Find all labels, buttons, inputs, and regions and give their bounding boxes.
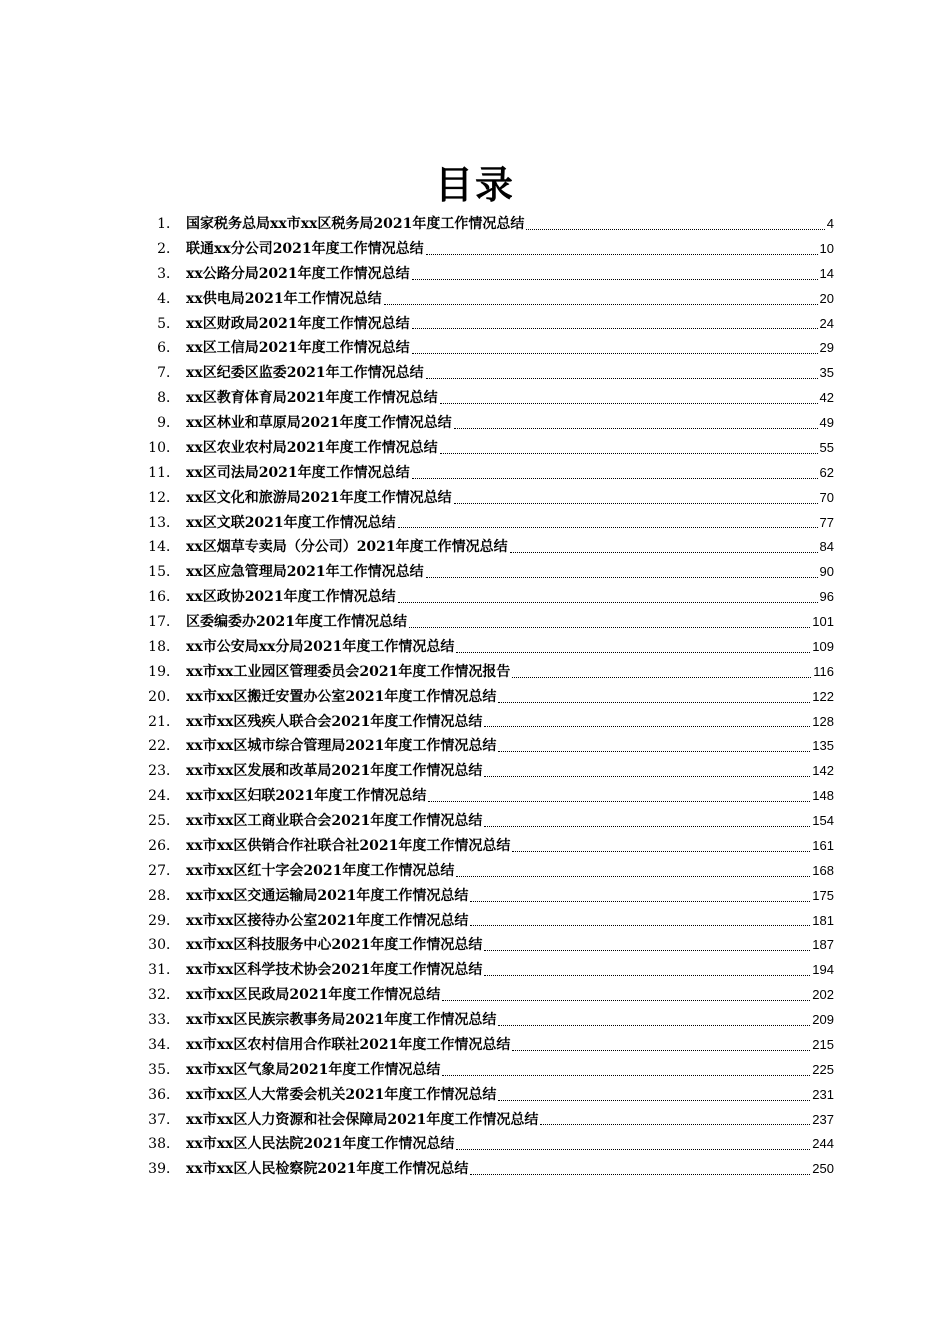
dot-leader: [510, 551, 818, 553]
dot-leader: [456, 875, 810, 877]
toc-entry-number: 26．: [148, 837, 180, 854]
toc-entry[interactable]: [146, 212, 834, 237]
toc-entry-title: xx市xx工业园区管理委员会2021年度工作情况报告: [186, 663, 511, 680]
dot-leader: [409, 626, 810, 628]
toc-entry-number: 25．: [148, 813, 180, 829]
toc-entry[interactable]: [146, 336, 834, 361]
dot-leader: [498, 701, 810, 703]
toc-entry-page-number: 175: [812, 887, 834, 903]
toc-entry-page-number: 244: [812, 1136, 834, 1152]
toc-entry-page-number: 225: [812, 1061, 834, 1077]
dot-leader: [454, 427, 818, 429]
toc-entry-number: 9．: [157, 415, 180, 431]
toc-entry[interactable]: [146, 1083, 834, 1108]
toc-entry[interactable]: [146, 859, 834, 884]
dot-leader: [426, 253, 818, 255]
toc-entry-title: xx区纪委区监委2021年工作情况总结: [186, 365, 424, 382]
toc-entry-number: 28．: [148, 887, 180, 904]
toc-entry-number: 8．: [157, 390, 180, 407]
toc-entry-number: 19．: [148, 663, 180, 680]
toc-entry-title: xx市xx区搬迁安置办公室2021年度工作情况总结: [186, 688, 497, 705]
toc-entry-page-number: 237: [812, 1111, 834, 1127]
toc-entry-page-number: 209: [812, 1012, 834, 1027]
toc-entry[interactable]: [146, 1157, 834, 1182]
toc-entry-page-number: 49: [819, 415, 834, 430]
toc-entry-title: xx区工信局2021年度工作情况总结: [186, 340, 410, 357]
toc-entry-page-number: 168: [812, 862, 834, 878]
dot-leader: [398, 526, 818, 528]
toc-entry[interactable]: [146, 1108, 834, 1133]
toc-entry[interactable]: [146, 486, 834, 511]
dot-leader: [512, 850, 810, 852]
toc-entry-number: 4．: [157, 290, 180, 307]
toc-entry-page-number: 142: [812, 763, 834, 779]
dot-leader: [470, 1173, 810, 1175]
toc-entry[interactable]: [146, 262, 834, 287]
toc-entry-title: xx市xx区人民检察院2021年度工作情况总结: [186, 1161, 469, 1178]
dot-leader: [426, 377, 818, 379]
toc-entry-title: 区委编委办2021年度工作情况总结: [186, 614, 407, 630]
toc-entry-title: xx区政协2021年度工作情况总结: [186, 589, 396, 606]
toc-entry-number: 39．: [148, 1161, 180, 1178]
toc-entry-page-number: 77: [819, 514, 834, 530]
toc-entry-number: 35．: [148, 1061, 180, 1078]
toc-entry[interactable]: [146, 933, 834, 958]
toc-entry-page-number: 194: [812, 962, 834, 978]
toc-entry-number: 21．: [148, 713, 180, 730]
toc-entry-number: 36．: [148, 1086, 180, 1103]
toc-entry-page-number: 215: [812, 1036, 834, 1052]
toc-entry-number: 17．: [148, 614, 180, 630]
dot-leader: [484, 974, 810, 976]
toc-entry-page-number: 62: [819, 464, 834, 480]
toc-entry-title: xx市xx区妇联2021年度工作情况总结: [186, 788, 427, 805]
toc-entry-page-number: 154: [812, 813, 834, 828]
toc-entry-page-number: 14: [819, 265, 834, 281]
toc-entry-page-number: 135: [812, 738, 834, 754]
toc-entry[interactable]: [146, 1132, 834, 1157]
toc-entry[interactable]: [146, 560, 834, 585]
toc-entry-number: 15．: [148, 564, 180, 581]
toc-entry-title: xx公路分局2021年度工作情况总结: [186, 265, 410, 282]
toc-entry-title: xx区农业农村局2021年度工作情况总结: [186, 439, 438, 456]
toc-entry[interactable]: [146, 361, 834, 386]
toc-entry[interactable]: [146, 1008, 834, 1033]
dot-leader: [498, 1024, 810, 1026]
toc-entry-number: 38．: [148, 1136, 180, 1153]
toc-entry-title: xx市xx区人大常委会机关2021年度工作情况总结: [186, 1086, 497, 1103]
toc-entry-page-number: 148: [812, 788, 834, 804]
dot-leader: [442, 1074, 810, 1076]
toc-entry[interactable]: [146, 958, 834, 983]
toc-entry-page-number: 116: [813, 663, 834, 679]
toc-entry-number: 32．: [148, 987, 180, 1004]
dot-leader: [412, 327, 818, 329]
toc-entry[interactable]: [146, 784, 834, 809]
toc-entry-page-number: 101: [812, 614, 834, 629]
toc-entry[interactable]: [146, 461, 834, 486]
dot-leader: [484, 825, 810, 827]
toc-entry-page-number: 187: [812, 937, 834, 953]
dot-leader: [512, 1049, 810, 1051]
toc-entry-page-number: 10: [819, 240, 834, 256]
dot-leader: [498, 750, 810, 752]
toc-entry-number: 29．: [148, 912, 180, 929]
toc-entry-number: 12．: [148, 489, 180, 506]
toc-entry-page-number: 128: [812, 713, 834, 729]
toc-entry-page-number: 96: [819, 589, 834, 605]
table-of-contents: [146, 212, 834, 1182]
dot-leader: [540, 1123, 810, 1125]
dot-leader: [412, 352, 818, 354]
toc-entry-title: xx区文联2021年度工作情况总结: [186, 514, 396, 531]
toc-entry-title: xx市xx区交通运输局2021年度工作情况总结: [186, 887, 469, 904]
toc-entry-page-number: 161: [812, 837, 834, 853]
toc-entry[interactable]: [146, 809, 834, 834]
toc-entry[interactable]: [146, 734, 834, 759]
toc-entry[interactable]: [146, 660, 834, 685]
dot-leader: [426, 576, 818, 578]
toc-entry-title: 联通xx分公司2021年度工作情况总结: [186, 240, 424, 257]
toc-entry-title: xx市xx区气象局2021年度工作情况总结: [186, 1061, 441, 1078]
toc-entry-number: 24．: [148, 788, 180, 805]
toc-entry-number: 3．: [157, 265, 180, 282]
toc-entry[interactable]: [146, 710, 834, 735]
dot-leader: [440, 452, 818, 454]
toc-entry[interactable]: [146, 834, 834, 859]
toc-entry-number: 31．: [148, 962, 180, 979]
toc-entry[interactable]: [146, 759, 834, 784]
toc-entry-title: xx区林业和草原局2021年度工作情况总结: [186, 415, 452, 431]
toc-entry-title: xx市xx区人民法院2021年度工作情况总结: [186, 1136, 455, 1153]
toc-entry-number: 18．: [148, 638, 180, 655]
toc-entry-title: xx区文化和旅游局2021年度工作情况总结: [186, 489, 452, 506]
toc-entry[interactable]: [146, 685, 834, 710]
dot-leader: [484, 725, 810, 727]
toc-entry-page-number: 70: [819, 489, 834, 505]
toc-entry-title: xx市xx区农村信用合作联社2021年度工作情况总结: [186, 1036, 511, 1053]
dot-leader: [412, 278, 818, 280]
toc-entry-page-number: 4: [826, 216, 834, 231]
toc-entry-number: 11．: [148, 464, 180, 481]
toc-entry[interactable]: [146, 884, 834, 909]
toc-entry-page-number: 55: [819, 439, 834, 455]
toc-entry-title: xx市xx区科学技术协会2021年度工作情况总结: [186, 962, 483, 979]
toc-entry-number: 30．: [148, 937, 180, 954]
dot-leader: [398, 601, 818, 603]
toc-entry-title: xx市xx区残疾人联合会2021年度工作情况总结: [186, 713, 483, 730]
toc-entry-number: 27．: [148, 862, 180, 879]
toc-entry-number: 7．: [157, 365, 180, 382]
toc-entry-page-number: 42: [819, 390, 834, 406]
toc-entry-number: 16．: [148, 589, 180, 606]
dot-leader: [428, 800, 810, 802]
toc-entry-page-number: 29: [819, 340, 834, 356]
toc-entry-page-number: 202: [812, 987, 834, 1003]
toc-entry-page-number: 109: [812, 638, 834, 654]
toc-entry[interactable]: [146, 535, 834, 560]
toc-entry-title: xx市xx区红十字会2021年度工作情况总结: [186, 862, 455, 879]
toc-entry-number: 13．: [148, 514, 180, 531]
toc-entry-number: 14．: [148, 539, 180, 556]
toc-entry-page-number: 231: [812, 1086, 834, 1102]
dot-leader: [412, 477, 818, 479]
dot-leader: [440, 402, 818, 404]
toc-entry[interactable]: [146, 386, 834, 411]
toc-entry[interactable]: [146, 237, 834, 262]
toc-entry-title: 国家税务总局xx市xx区税务局2021年度工作情况总结: [186, 216, 525, 232]
toc-entry-title: xx市xx区工商业联合会2021年度工作情况总结: [186, 813, 483, 829]
toc-entry-title: xx区司法局2021年度工作情况总结: [186, 464, 410, 481]
toc-entry-title: xx区应急管理局2021年工作情况总结: [186, 564, 424, 581]
toc-entry-title: xx市xx区人力资源和社会保障局2021年度工作情况总结: [186, 1111, 539, 1128]
toc-entry-page-number: 122: [812, 688, 834, 704]
dot-leader: [484, 949, 810, 951]
toc-entry[interactable]: [146, 312, 834, 337]
dot-leader: [526, 228, 824, 230]
toc-entry-title: xx市xx区供销合作社联合社2021年度工作情况总结: [186, 837, 511, 854]
toc-entry[interactable]: [146, 287, 834, 312]
toc-entry[interactable]: [146, 1058, 834, 1083]
toc-entry-title: xx区烟草专卖局（分公司）2021年度工作情况总结: [186, 539, 508, 556]
toc-entry-page-number: 90: [819, 564, 834, 580]
dot-leader: [454, 502, 818, 504]
dot-leader: [484, 775, 810, 777]
toc-entry-title: xx市xx区民政局2021年度工作情况总结: [186, 987, 441, 1004]
dot-leader: [456, 651, 810, 653]
dot-leader: [384, 303, 818, 305]
toc-entry-number: 6．: [157, 340, 180, 357]
toc-entry-number: 1．: [157, 216, 180, 232]
toc-entry[interactable]: [146, 983, 834, 1008]
toc-entry-title: xx供电局2021年工作情况总结: [186, 290, 382, 307]
toc-entry[interactable]: [146, 1033, 834, 1058]
toc-entry-title: xx市xx区民族宗教事务局2021年度工作情况总结: [186, 1012, 497, 1028]
toc-entry-page-number: 24: [819, 315, 834, 331]
toc-entry-title: xx市xx区发展和改革局2021年度工作情况总结: [186, 763, 483, 780]
dot-leader: [442, 999, 810, 1001]
toc-entry[interactable]: [146, 635, 834, 660]
toc-entry[interactable]: [146, 610, 834, 635]
toc-entry-title: xx市公安局xx分局2021年度工作情况总结: [186, 638, 455, 655]
toc-entry-title: xx市xx区接待办公室2021年度工作情况总结: [186, 912, 469, 929]
toc-entry-page-number: 181: [812, 912, 834, 928]
toc-entry-number: 10．: [148, 439, 180, 456]
toc-entry-number: 2．: [157, 240, 180, 257]
toc-entry-title: xx市xx区城市综合管理局2021年度工作情况总结: [186, 738, 497, 755]
toc-entry-number: 20．: [148, 688, 180, 705]
toc-entry[interactable]: [146, 436, 834, 461]
toc-entry-page-number: 20: [819, 290, 834, 306]
toc-entry-title: xx区教育体育局2021年度工作情况总结: [186, 390, 438, 407]
toc-entry[interactable]: [146, 585, 834, 610]
toc-entry-title: xx市xx区科技服务中心2021年度工作情况总结: [186, 937, 483, 954]
toc-entry-number: 33．: [148, 1012, 180, 1028]
dot-leader: [498, 1099, 810, 1101]
toc-entry-title: xx区财政局2021年度工作情况总结: [186, 315, 410, 332]
toc-entry-number: 22．: [148, 738, 180, 755]
dot-leader: [512, 676, 811, 678]
dot-leader: [456, 1148, 810, 1150]
toc-entry-number: 37．: [148, 1111, 180, 1128]
toc-entry-page-number: 84: [819, 539, 834, 555]
page-title: 目录: [434, 163, 515, 207]
toc-entry-page-number: 35: [819, 365, 834, 381]
dot-leader: [470, 900, 810, 902]
toc-entry[interactable]: [146, 909, 834, 934]
toc-entry[interactable]: [146, 411, 834, 436]
toc-entry-number: 5．: [157, 315, 180, 332]
toc-entry[interactable]: [146, 511, 834, 536]
toc-entry-page-number: 250: [812, 1161, 834, 1177]
toc-entry-number: 23．: [148, 763, 180, 780]
dot-leader: [470, 924, 810, 926]
toc-entry-number: 34．: [148, 1036, 180, 1053]
